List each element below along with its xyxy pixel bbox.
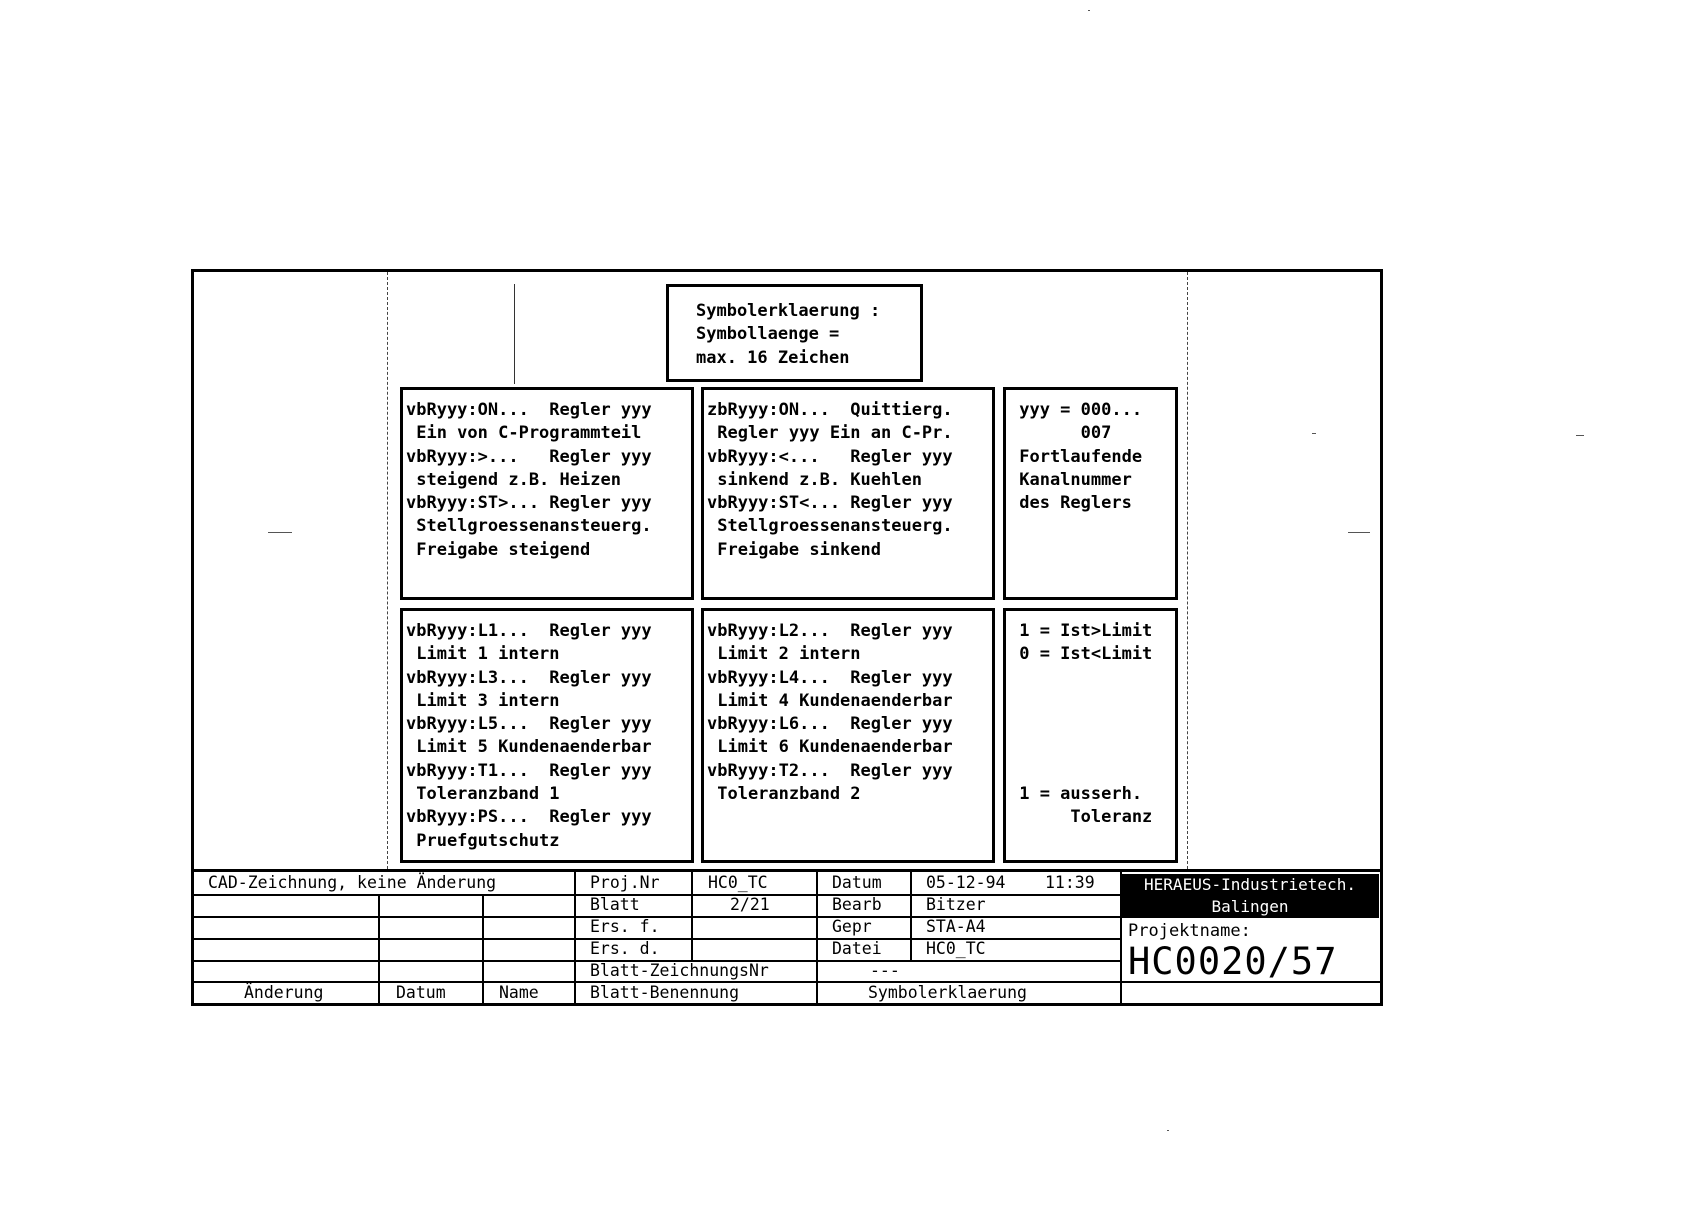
cad-note: CAD-Zeichnung, keine Änderung [208, 873, 497, 892]
company-name: HERAEUS-Industrietech. [1144, 875, 1356, 894]
scan-speck [1167, 1130, 1169, 1131]
col-name: Name [499, 983, 539, 1002]
legend-box [666, 284, 923, 382]
panel-bottom-right [1003, 608, 1178, 863]
proj-nr-label: Proj.Nr [590, 873, 660, 892]
guide-tick [514, 284, 515, 384]
blatt-benennung-label: Blatt-Benennung [590, 983, 740, 1002]
time-value: 11:39 [1045, 873, 1095, 892]
panel-top-left [400, 387, 694, 600]
panel-bottom-left [400, 608, 694, 863]
bearb-value: Bitzer [926, 895, 986, 914]
panel-top-middle [701, 387, 995, 600]
panel-top-left-text: vbRyyy:ON... Regler yyy Ein von C-Programmteil vbRyyy:>... Regler yyy steigend z.B. Heizen vbRyyy:ST>... Regler yyy Stellgroessenansteuerg. Freigabe steigend [406, 400, 652, 560]
col-aenderung: Änderung [244, 983, 324, 1002]
legend-text: Symbolerklaerung : Symbollaenge = max. 16 Zeichen [696, 301, 881, 368]
drawing-sheet [191, 269, 1383, 1006]
col-datum: Datum [396, 983, 446, 1002]
datum-label: Datum [832, 873, 882, 892]
datei-value: HC0_TC [926, 939, 986, 958]
projektname-value: HC0020/57 [1128, 940, 1338, 983]
bearb-label: Bearb [832, 895, 882, 914]
company-logo [1121, 874, 1379, 918]
gepr-label: Gepr [832, 917, 872, 936]
blatt-label: Blatt [590, 895, 640, 914]
blatt-zeichnungsnr-label: Blatt-ZeichnungsNr [590, 961, 769, 980]
panel-bottom-middle-text: vbRyyy:L2... Regler yyy Limit 2 intern vbRyyy:L4... Regler yyy Limit 4 Kundenaenderbar vbRyyy:L6... Regler yyy Limit 6 Kundenaenderbar vbRyyy:T2... Regler yyy Toleranzband 2 [707, 621, 953, 805]
ers-d-label: Ers. d. [590, 939, 660, 958]
scan-speck [1088, 10, 1090, 11]
guide-line-left [387, 272, 388, 869]
blatt-benennung-value: Symbolerklaerung [868, 983, 1027, 1002]
proj-nr-value: HC0_TC [708, 873, 768, 892]
datei-label: Datei [832, 939, 882, 958]
projektname-label: Projektname: [1128, 921, 1251, 941]
title-block [194, 869, 1380, 1003]
panel-top-right-text: yyy = 000... 007 Fortlaufende Kanalnummer des Reglers [1009, 400, 1143, 514]
gepr-value: STA-A4 [926, 917, 986, 936]
panel-top-middle-text: zbRyyy:ON... Quittierg. Regler yyy Ein an C-Pr. vbRyyy:<... Regler yyy sinkend z.B. Kuehlen vbRyyy:ST<... Regler yyy Stellgroessenansteuerg. Freigabe sinkend [707, 400, 953, 560]
panel-bottom-middle [701, 608, 995, 863]
blatt-value: 2/21 [730, 895, 770, 914]
guide-line-right [1187, 272, 1188, 869]
panel-bottom-left-text: vbRyyy:L1... Regler yyy Limit 1 intern vbRyyy:L3... Regler yyy Limit 3 intern vbRyyy:L5... Regler yyy Limit 5 Kundenaenderbar vbRyyy:T1... Regler yyy Toleranzband 1 vbRyyy:PS... Regler yyy Pruefgutschutz [406, 621, 652, 851]
company-city: Balingen [1211, 897, 1289, 916]
panel-top-right [1003, 387, 1178, 600]
datum-value: 05-12-94 [926, 873, 1006, 892]
scan-speck [1576, 435, 1584, 436]
panel-bottom-right-text: 1 = Ist>Limit 0 = Ist<Limit 1 = ausserh. Toleranz [1009, 621, 1153, 828]
blatt-zeichnungsnr-value: --- [870, 961, 900, 980]
ers-f-label: Ers. f. [590, 917, 660, 936]
